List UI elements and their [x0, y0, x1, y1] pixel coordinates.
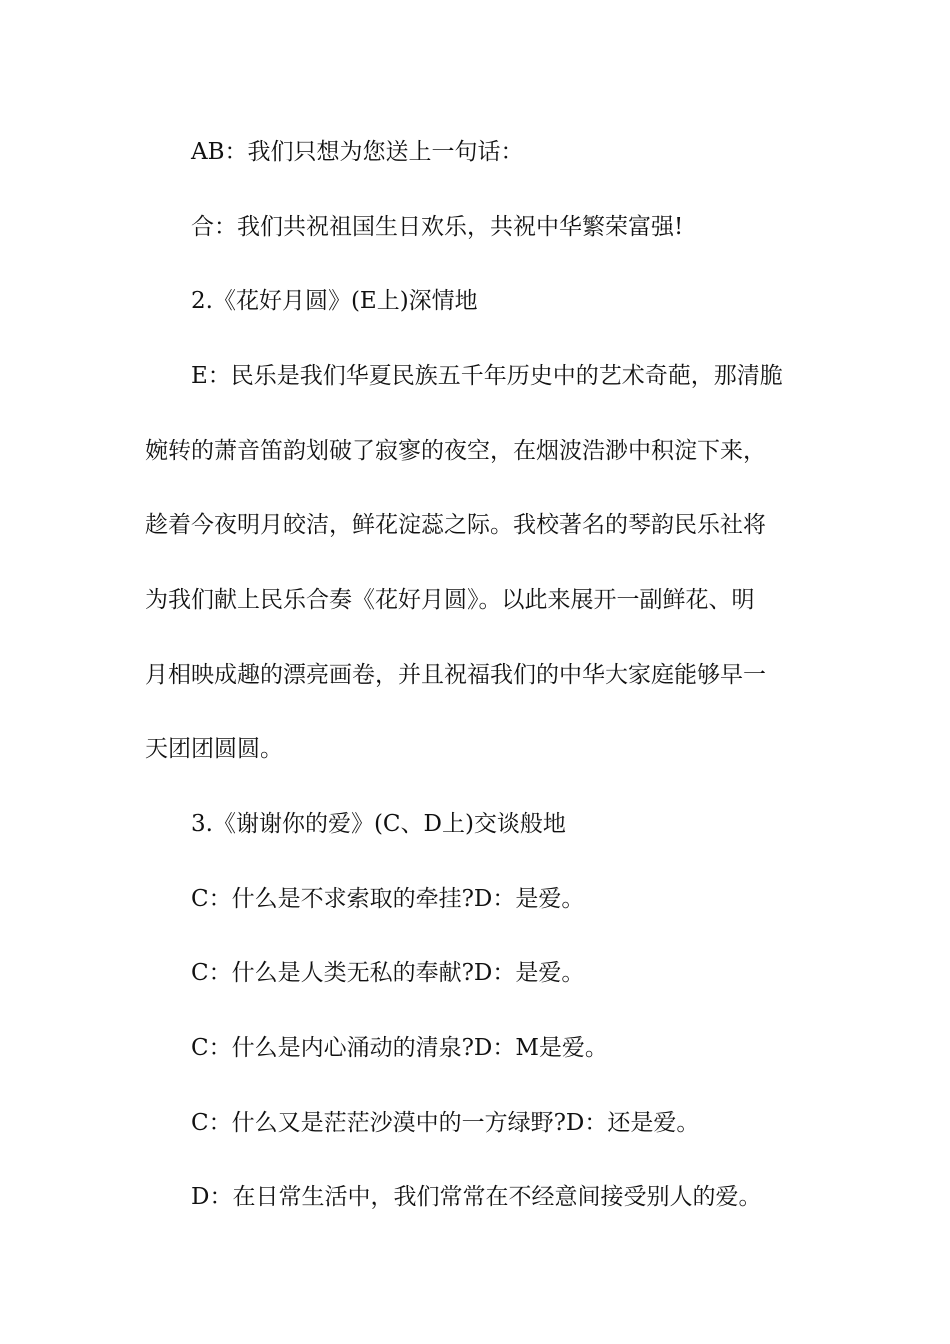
dialogue-line-3: C：什么是内心涌动的清泉?D：M是爱。: [191, 1035, 608, 1061]
line-together-wish: 合：我们共祝祖国生日欢乐，共祝中华繁荣富强!: [191, 214, 684, 240]
dialogue-line-2: C：什么是人类无私的奉献?D：是爱。: [191, 960, 585, 986]
line-e-intro: E：民乐是我们华夏民族五千年历史中的艺术奇葩，那清脆: [191, 363, 783, 389]
dialogue-line-1: C：什么是不求索取的牵挂?D：是爱。: [191, 886, 585, 912]
line-e-continued-3: 为我们献上民乐合奏《花好月圆》。以此来展开一副鲜花、明: [145, 587, 755, 613]
dialogue-line-5: D：在日常生活中，我们常常在不经意间接受别人的爱。: [191, 1184, 762, 1210]
section-heading-2: 2.《花好月圆》(E上)深情地: [191, 288, 478, 314]
section-heading-3: 3.《谢谢你的爱》(C、D上)交谈般地: [191, 811, 566, 837]
line-e-continued-2: 趁着今夜明月皎洁，鲜花淀蕊之际。我校著名的琴韵民乐社将: [145, 512, 766, 538]
line-e-continued-4: 月相映成趣的漂亮画卷，并且祝福我们的中华大家庭能够早一: [145, 662, 766, 688]
line-e-continued-1: 婉转的萧音笛韵划破了寂寥的夜空，在烟波浩渺中积淀下来，: [145, 438, 766, 464]
line-e-continued-5: 天团团圆圆。: [145, 736, 283, 762]
dialogue-line-4: C：什么又是茫茫沙漠中的一方绿野?D：还是爱。: [191, 1110, 700, 1136]
line-ab-greeting: AB：我们只想为您送上一句话：: [191, 139, 524, 165]
